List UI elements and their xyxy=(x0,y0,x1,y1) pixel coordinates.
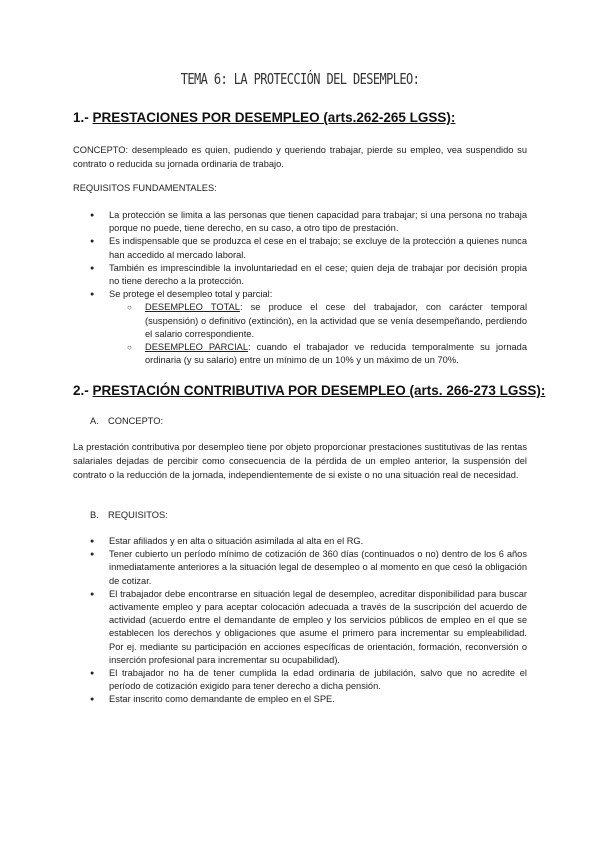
section-1-title: PRESTACIONES POR DESEMPLEO (arts.262-265 LGSS): xyxy=(92,110,456,125)
section-1-requirements-label: REQUISITOS FUNDAMENTALES: xyxy=(73,183,217,193)
list-item-text: Se protege el desempleo total y parcial: xyxy=(109,289,273,300)
term-partial-text: : cuando el trabajador ve reducida temporalmente su jornada ordinaria (y su salario) entre un mínimo de un 10% y un máximo de un 70%. xyxy=(145,342,528,366)
list-item: ● La protección se limita a las personas que tienen capacidad para trabajar; si una persona no trabaja porque no puede, tiene derecho, en su caso, a otro tipo de prestación. xyxy=(90,209,527,235)
list-item: ● El trabajador no ha de tener cumplida la edad ordinaria de jubilación, salvo que no acredite el período de cotización exigido para tener derecho a dicha pensión. xyxy=(90,667,527,693)
subsection-a-label: CONCEPTO: xyxy=(108,416,164,426)
sub-list-item xyxy=(127,341,527,367)
term-partial: DESEMPLEO PARCIAL xyxy=(145,342,249,353)
list-item: ● Estar inscrito como demandante de empleo en el SPE. xyxy=(90,693,527,706)
term-total-text: : se produce el cese del trabajador, con carácter temporal (suspensión) o definitivo (extinción), en la actividad que se venía desempeñando, perdiendo el salario correspondiente. xyxy=(145,302,528,339)
list-item: ● Es indispensable que se produzca el cese en el trabajo; se excluye de la protección a quienes nunca han accedido al mercado laboral. xyxy=(90,235,527,261)
subsection-a-heading xyxy=(90,416,163,426)
term-total: DESEMPLEO TOTAL xyxy=(145,302,240,313)
subsection-b-number: B. xyxy=(90,510,99,520)
section-2-bullet-list xyxy=(90,535,527,707)
section-2-heading xyxy=(73,383,545,398)
section-2-number: 2.- xyxy=(73,383,89,398)
subsection-a-text: La prestación contributiva por desempleo tiene por objeto proporcionar prestaciones sustitutivas de las rentas salariales dejadas de percibir como consecuencia de la pérdida de un empleo anterior, la suspensión del contrato o la reducción de la jornada, independientemente de si existe o no una situación real de necesidad. xyxy=(73,442,527,480)
subsection-b-heading xyxy=(90,510,168,520)
list-item: ● Estar afiliados y en alta o situación asimilada al alta en el RG. xyxy=(90,535,527,548)
list-item: ● El trabajador debe encontrarse en situación legal de desempleo, acreditar disponibilidad para buscar activamente empleo y para aceptar colocación adecuada a través de la suscripción del acuerdo de actividad (acuerdo entre el demandante de empleo y los servicios públicos de empleo en el que se establecen los derechos y obligaciones que asume el primero para incrementar su empleabilidad. Por ej. mediante su participación en acciones específicas de orientación, formación, reconversión o inserción profesional para incrementar su ocupabilidad). xyxy=(90,588,527,667)
list-item: ● Tener cubierto un período mínimo de cotización de 360 días (continuados o no) dentro de los 6 años inmediatamente anteriores a la situación legal de desempleo o al momento en que cesó la obligación de cotizar. xyxy=(90,548,527,588)
page-title: TEMA 6: LA PROTECCIÓN DEL DESEMPLEO: xyxy=(180,70,420,88)
section-1-concept: CONCEPTO: desempleado es quien, pudiendo y queriendo trabajar, pierde su empleo, vea suspendido su contrato o reducida su jornada ordinaria de trabajo. xyxy=(73,145,527,169)
section-1-bullet-list xyxy=(90,209,527,367)
sub-list-item xyxy=(127,301,527,341)
unemployment-types-list xyxy=(109,301,527,367)
section-1-number: 1.- xyxy=(73,110,89,125)
subsection-b-label: REQUISITOS: xyxy=(108,510,168,520)
list-item: ● También es imprescindible la involuntariedad en el cese; quien deja de trabajar por decisión propia no tiene derecho a la protección. xyxy=(90,262,527,288)
section-1-heading xyxy=(73,110,455,125)
list-item xyxy=(90,288,527,367)
section-2-title: PRESTACIÓN CONTRIBUTIVA POR DESEMPLEO (arts. 266-273 LGSS): xyxy=(92,383,546,398)
subsection-a-number: A. xyxy=(90,416,99,426)
